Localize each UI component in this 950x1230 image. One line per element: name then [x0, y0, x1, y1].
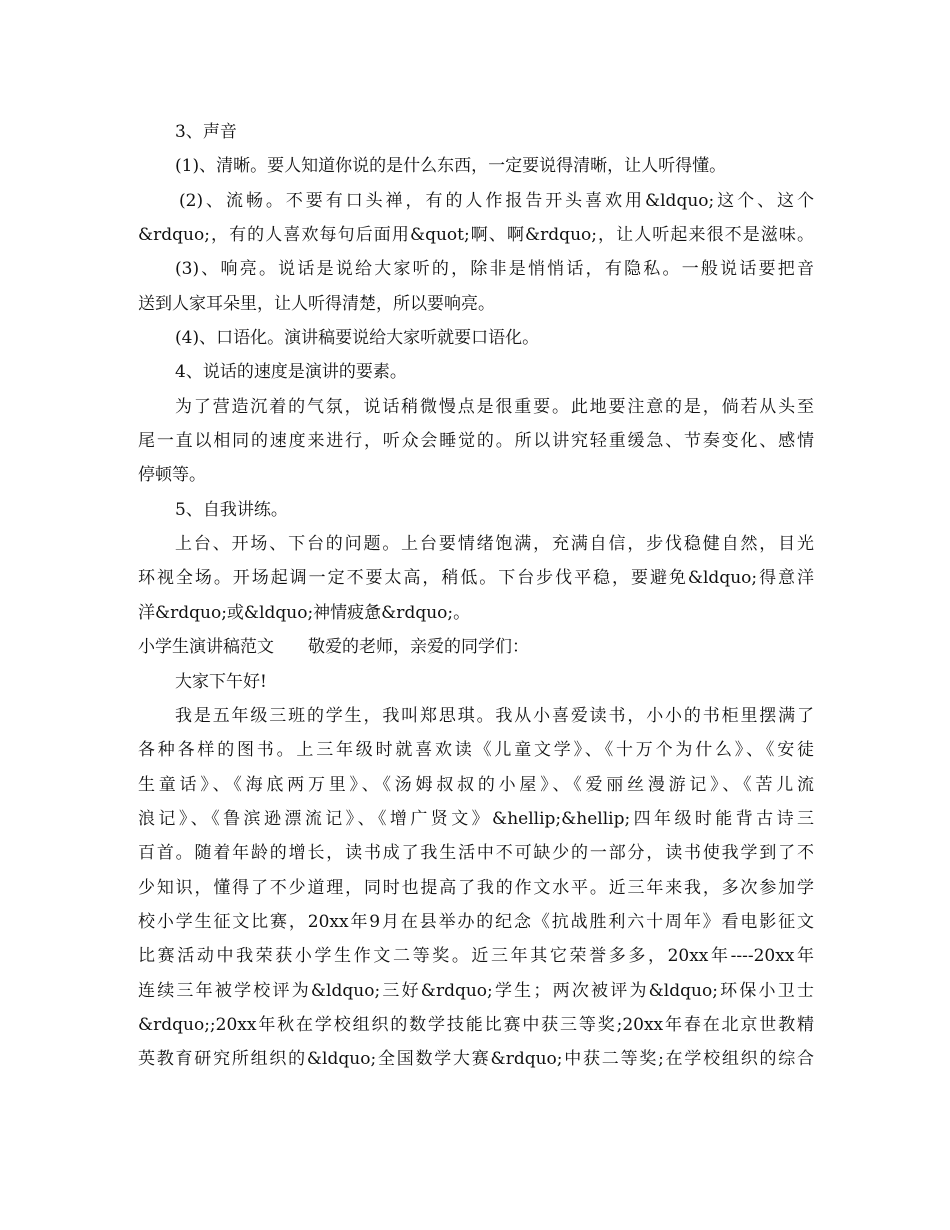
section-heading: 3、声音 [175, 122, 237, 142]
text-line: (4)、口语化。演讲稿要说给大家听就要口语化。 [175, 328, 540, 349]
section-heading: 4、说话的速度是演讲的要素。 [175, 362, 407, 383]
greeting-line: 大家下午好! [175, 671, 267, 692]
section-heading: 5、自我讲练。 [175, 499, 288, 520]
text-line: 生童话》、《海底两万里》、《汤姆叔叔的小屋》、《爱丽丝漫游记》、《苦儿流 [138, 774, 814, 795]
article-title-line: 小学生演讲稿范文 敬爱的老师，亲爱的同学们： [138, 637, 529, 658]
text-line: 送到人家耳朵里，让人听得清楚，所以要响亮。 [138, 293, 495, 314]
text-line: 尾一直以相同的速度来进行，听众会睡觉的。所以讲究轻重缓急、节奏变化、感情 [138, 431, 814, 452]
document-body [138, 115, 814, 1077]
text-line: 上台、开场、下台的问题。上台要情绪饱满，充满自信，步伐稳健自然，目光 [175, 534, 814, 555]
text-line: 英教育研究所组织的&ldquo;全国数学大赛&rdquo;中获二等奖;在学校组织的综合 [138, 1049, 814, 1070]
text-line: 连续三年被学校评为&ldquo;三好&rdquo;学生；两次被评为&ldquo;环保小卫士 [138, 980, 814, 1001]
text-line: 校小学生征文比赛，20xx年9月在县举办的纪念《抗战胜利六十周年》看电影征文 [138, 911, 814, 932]
text-line: (2)、流畅。不要有口头禅，有的人作报告开头喜欢用&ldquo;这个、这个 [179, 190, 814, 211]
text-line: 环视全场。开场起调一定不要太高，稍低。下台步伐平稳，要避免&ldquo;得意洋 [138, 568, 814, 589]
text-line: 为了营造沉着的气氛，说话稍微慢点是很重要。此地要注意的是，倘若从头至 [175, 396, 814, 417]
text-line: 少知识，懂得了不少道理，同时也提高了我的作文水平。近三年来我，多次参加学 [138, 877, 814, 898]
text-line: 比赛活动中我荣获小学生作文二等奖。近三年其它荣誉多多，20xx年----20xx年 [138, 946, 814, 967]
text-line: &rdquo;，有的人喜欢每句后面用&quot;啊、啊&rdquo;，让人听起来很不是滋味。 [138, 225, 814, 246]
text-line: 各种各样的图书。上三年级时就喜欢读《儿童文学》、《十万个为什么》、《安徒 [138, 740, 814, 761]
text-line: 停顿等。 [138, 465, 206, 486]
text-line: 我是五年级三班的学生，我叫郑思琪。我从小喜爱读书，小小的书柜里摆满了 [175, 705, 814, 726]
text-line: 百首。随着年龄的增长，读书成了我生活中不可缺少的一部分，读书使我学到了不 [138, 843, 814, 864]
text-line: 洋&rdquo;或&ldquo;神情疲惫&rdquo;。 [138, 602, 471, 623]
text-line: (1)、清晰。要人知道你说的是什么东西，一定要说得清晰，让人听得懂。 [175, 156, 727, 177]
text-line: 浪记》、《鲁滨逊漂流记》、《增广贤文》&hellip;&hellip;四年级时能背古诗三 [138, 808, 814, 829]
text-line: (3)、响亮。说话是说给大家听的，除非是悄悄话，有隐私。一般说话要把音 [175, 259, 814, 280]
text-line: &rdquo;;20xx年秋在学校组织的数学技能比赛中获三等奖;20xx年春在北京世教精 [138, 1014, 814, 1035]
